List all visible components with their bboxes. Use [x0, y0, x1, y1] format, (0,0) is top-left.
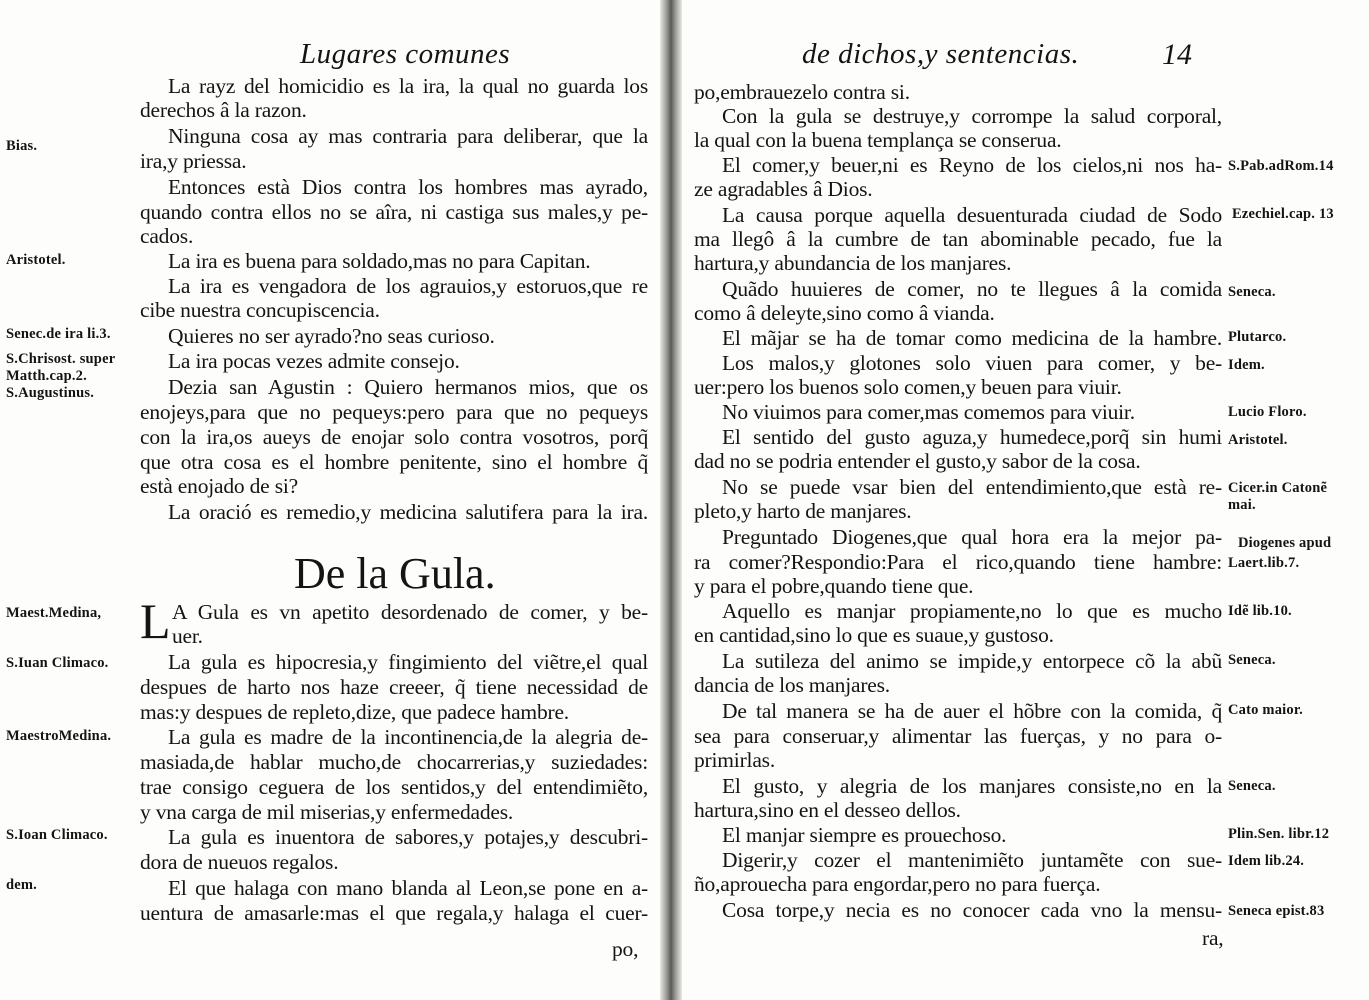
text-line: hartura,y abundancia de los manjares.	[694, 251, 1012, 275]
margin-note: Lucio Floro.	[1228, 404, 1307, 420]
text-line: La ira es vengadora de los agrauios,y estoruos,que re	[168, 274, 648, 298]
text-line: que otra cosa es el hombre penitente, sino el hombre q̃	[140, 450, 648, 474]
margin-note: Diogenes apud	[1238, 535, 1332, 551]
text-line: Dezia san Agustin : Quiero hermanos mios, que os	[168, 375, 648, 399]
margin-note: MaestroMedina.	[6, 728, 112, 744]
margin-note: Seneca.	[1228, 284, 1276, 300]
text-line: ño,aprouecha para engordar,pero no para fuerça.	[694, 872, 1101, 896]
margin-note: Maest.Medina,	[6, 605, 102, 621]
margin-note: Aristotel.	[6, 252, 66, 268]
text-line: po,	[612, 937, 639, 961]
text-line: la qual con la buena templança se conserua.	[694, 128, 1062, 152]
text-line: Digerir,y cozer el mantenimiẽto juntamẽte con sue-	[722, 848, 1222, 872]
text-line: ra comer?Respondio:Para el rico,quando tiene hambre:	[694, 550, 1222, 574]
text-line: como â deleyte,sino como â vianda.	[694, 301, 995, 325]
text-line: en cantidad,sino lo que es suaue,y gustoso.	[694, 623, 1054, 647]
text-line: po,embrauezelo contra si.	[694, 80, 910, 104]
text-line: mas:y despues de repleto,dize, que padece hambre.	[140, 700, 569, 724]
text-line: uer.	[172, 624, 203, 648]
text-line: La sutileza del animo se impide,y entorpece cõ la abũ	[722, 649, 1222, 673]
text-line: El sentido del gusto aguza,y humedece,porq̃ sin humi	[722, 425, 1222, 449]
text-line: El gusto, y alegria de los manjares consiste,no en la	[722, 774, 1222, 798]
margin-note: S.Pab.adRom.14	[1228, 158, 1334, 174]
margin-note: Plin.Sen. libr.12	[1228, 826, 1330, 842]
margin-note: Plutarco.	[1228, 329, 1287, 345]
text-line: La oració es remedio,y medicina salutifera para la ira.	[168, 500, 648, 524]
text-line: Ninguna cosa ay mas contraria para deliberar, que la	[168, 124, 648, 148]
text-line: ma llegô â la cumbre de tan abominable pecado, fue la	[694, 227, 1222, 251]
text-line: Preguntado Diogenes,que qual hora era la mejor pa-	[722, 525, 1222, 549]
text-line: El mãjar se ha de tomar como medicina de la hambre.	[722, 326, 1222, 350]
drop-cap: L	[140, 593, 171, 649]
margin-note: S.Augustinus.	[6, 385, 95, 401]
margin-note: dem.	[6, 877, 38, 893]
text-line: hartura,sino en el desseo dellos.	[694, 798, 961, 822]
text-line: pleto,y harto de manjares.	[694, 499, 912, 523]
text-line: uentura de amasarle:mas el que regala,y halaga el cuer-	[140, 901, 648, 925]
margin-note: Cato maior.	[1228, 702, 1303, 718]
text-line: El que halaga con mano blanda al Leon,se pone en a-	[168, 876, 648, 900]
text-line: No se puede vsar bien del entendimiento,que està re-	[722, 475, 1222, 499]
text-line: uer:pero los buenos solo comen,y beuen para viuir.	[694, 375, 1122, 399]
margin-note: Idem lib.24.	[1228, 853, 1305, 869]
text-line: No viuimos para comer,mas comemos para viuir.	[722, 400, 1135, 424]
text-line: ira,y priessa.	[140, 149, 247, 173]
book-gutter	[660, 0, 682, 1000]
text-line: Aquello es manjar propiamente,no lo que es mucho	[722, 599, 1222, 623]
text-line: y vna carga de mil miserias,y enfermedades.	[140, 800, 514, 824]
text-line: Quãdo huuieres de comer, no te llegues â la comida	[722, 277, 1222, 301]
margin-note: Seneca epist.83	[1228, 903, 1325, 919]
text-line: dora de nueuos regalos.	[140, 850, 339, 874]
text-line: cados.	[140, 224, 194, 248]
margin-note: Cicer.in Catonẽ	[1228, 480, 1328, 496]
text-line: Los malos,y glotones solo viuen para comer, y be-	[722, 351, 1222, 375]
text-line: ze agradables â Dios.	[694, 177, 873, 201]
text-line: La ira pocas vezes admite consejo.	[168, 349, 460, 373]
margin-note: Idem.	[1228, 357, 1265, 373]
text-line: despues de harto nos haze creeer, q̃ tiene necessidad de	[140, 675, 648, 699]
text-line: con la ira,os aueys de enojar solo contra vosotros, porq̃	[140, 425, 648, 449]
margin-note: S.Iuan Climaco.	[6, 655, 109, 671]
text-line: La gula es inuentora de sabores,y potajes,y descubri-	[168, 825, 648, 849]
right-page	[682, 0, 1369, 1000]
text-line: està enojado de si?	[140, 474, 298, 498]
margin-note: Aristotel.	[1228, 432, 1288, 448]
text-line: A Gula es vn apetito desordenado de comer, y be-	[172, 600, 648, 624]
text-line: La gula es hipocresia,y fingimiento del viẽtre,el qual	[168, 650, 648, 674]
margin-note: Matth.cap.2.	[6, 368, 87, 384]
text-line: Cosa torpe,y necia es no conocer cada vno la mensu-	[722, 898, 1222, 922]
text-line: La ira es buena para soldado,mas no para Capitan.	[168, 249, 591, 273]
margin-note: Seneca.	[1228, 778, 1276, 794]
left-page	[0, 0, 660, 1000]
text-line: quando contra ellos no se aîra, ni castiga sus males,y pe-	[140, 200, 648, 224]
text-line: La causa porque aquella desuenturada ciudad de Sodo	[722, 203, 1222, 227]
text-line: y para el pobre,quando tiene que.	[694, 574, 974, 598]
text-line: trae consigo ceguera de los sentidos,y del entendimiẽto,	[140, 775, 648, 799]
section-title: De la Gula.	[294, 549, 496, 598]
margin-note: Senec.de ira li.3.	[6, 326, 111, 342]
margin-note: Bias.	[6, 138, 38, 154]
margin-note: Laert.lib.7.	[1228, 555, 1300, 571]
text-line: Entonces està Dios contra los hombres mas ayrado,	[168, 175, 648, 199]
text-line: masiada,de hablar mucho,de chocarrerias,y suziedades:	[140, 750, 648, 774]
text-line: Quieres no ser ayrado?no seas curioso.	[168, 324, 495, 348]
text-line: La gula es madre de la incontinencia,de la alegria de-	[168, 725, 648, 749]
text-line: derechos â la razon.	[140, 98, 307, 122]
text-line: El comer,y beuer,ni es Reyno de los cielos,ni nos ha-	[722, 153, 1222, 177]
text-line: dancia de los manjares.	[694, 673, 890, 697]
margin-note: mai.	[1228, 497, 1256, 513]
text-line: sea para conseruar,y alimentar las fuerças, y no para o-	[694, 724, 1222, 748]
text-line: dad no se podria entender el gusto,y sabor de la cosa.	[694, 449, 1141, 473]
text-line: Con la gula se destruye,y corrompe la salud corporal,	[722, 104, 1222, 128]
right-running-header: de dichos,y sentencias.	[802, 38, 1080, 70]
text-line: De tal manera se ha de auer el hõbre con la comida, q̃	[722, 699, 1222, 723]
text-line: La rayz del homicidio es la ira, la qual no guarda los	[168, 74, 648, 98]
left-running-header: Lugares comunes	[300, 38, 511, 70]
margin-note: Idẽ lib.10.	[1228, 603, 1292, 619]
margin-note: S.Chrisost. super	[6, 351, 116, 367]
margin-note: Ezechiel.cap. 13	[1232, 206, 1334, 222]
margin-note: Seneca.	[1228, 652, 1276, 668]
folio-number: 14	[1162, 38, 1192, 71]
text-line: enojeys,para que no pequeys:pero para que no pequeys	[140, 400, 648, 424]
margin-note: S.Ioan Climaco.	[6, 827, 108, 843]
text-line: cibe nuestra concupiscencia.	[140, 298, 380, 322]
text-line: primirlas.	[694, 748, 775, 772]
text-line: ra,	[1202, 926, 1224, 950]
text-line: El manjar siempre es prouechoso.	[722, 823, 1007, 847]
